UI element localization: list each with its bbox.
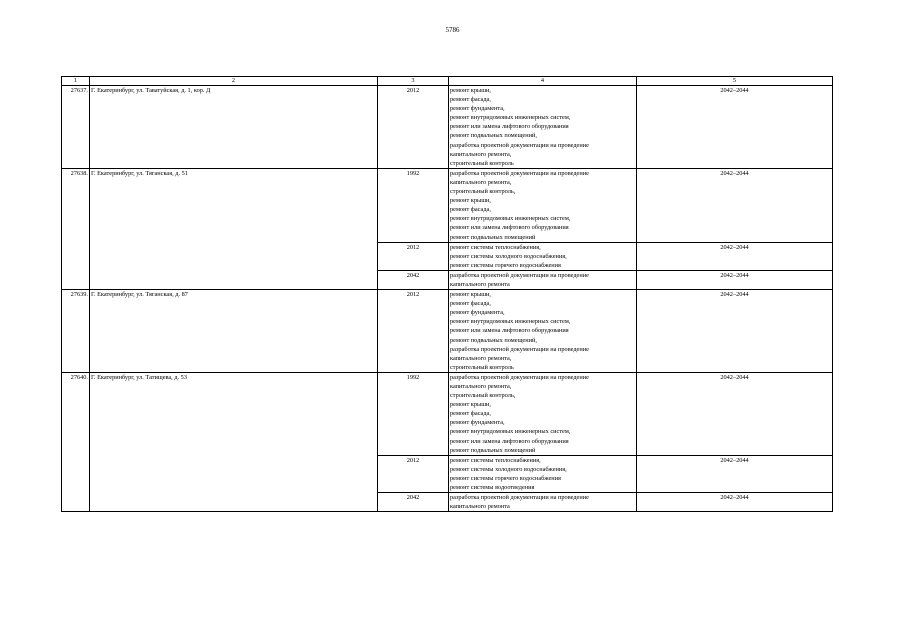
work-item: ремонт внутридомовых инженерных систем,: [450, 114, 571, 122]
work-item: разработка проектной документации на проведение: [450, 373, 589, 381]
year-cell: 2012: [378, 455, 449, 492]
column-number-cell: 5: [637, 77, 833, 86]
period-cell: 2042–2044: [637, 270, 833, 289]
works-cell: [449, 290, 637, 373]
period-cell: 2042–2044: [637, 168, 833, 242]
year-cell: 2012: [378, 86, 449, 169]
works-cell: [449, 86, 637, 169]
period-cell: 2042–2044: [637, 290, 833, 373]
entry-number-cell: 27639.: [62, 290, 90, 373]
address-cell: Г. Екатеринбург, ул. Татищева, д. 53: [90, 372, 378, 511]
work-item: ремонт системы водоотведения: [450, 484, 535, 492]
column-number-row: [62, 77, 833, 86]
works-cell: [449, 493, 637, 512]
work-item: разработка проектной документации на проведение: [450, 271, 589, 279]
work-item: ремонт системы горячего водоснабжения: [450, 261, 561, 269]
table-row: [62, 290, 833, 373]
year-cell: 2012: [378, 290, 449, 373]
works-cell: [449, 372, 637, 455]
work-item: ремонт крыши,: [450, 87, 492, 94]
entry-number-cell: 27638.: [62, 168, 90, 289]
work-item: капитального ремонта: [450, 280, 510, 288]
year-cell: 2042: [378, 270, 449, 289]
period-cell: 2042–2044: [637, 86, 833, 169]
column-number-cell: 3: [378, 77, 449, 86]
column-number-cell: 1: [62, 77, 90, 86]
work-item: ремонт или замена лифтового оборудования: [450, 123, 569, 131]
work-item: строительный контроль: [450, 159, 514, 167]
period-cell: 2042–2044: [637, 372, 833, 455]
address-cell: Г. Екатеринбург, ул. Таватуйская, д. 1, кор. Д: [90, 86, 378, 169]
work-item: ремонт подвальных помещений,: [450, 336, 537, 344]
work-item: капитального ремонта,: [450, 150, 512, 158]
works-cell: [449, 455, 637, 492]
work-item: ремонт внутридомовых инженерных систем,: [450, 318, 571, 326]
year-cell: 1992: [378, 168, 449, 242]
work-item: ремонт фасада,: [450, 300, 491, 308]
repair-schedule-table: [61, 76, 833, 512]
work-item: разработка проектной документации на проведение: [450, 345, 589, 353]
work-item: ремонт подвальных помещений,: [450, 132, 537, 140]
work-item: капитального ремонта,: [450, 354, 512, 362]
work-item: ремонт системы холодного водоснабжения,: [450, 465, 567, 473]
work-item: ремонт системы горячего водоснабжения: [450, 474, 561, 482]
work-item: ремонт или замена лифтового оборудования: [450, 224, 569, 232]
work-item: ремонт крыши,: [450, 401, 492, 409]
year-cell: 2042: [378, 493, 449, 512]
work-item: ремонт крыши,: [450, 291, 492, 299]
page-number: 5786: [445, 26, 460, 34]
table-row: [62, 372, 833, 455]
work-item: ремонт подвальных помещений: [450, 446, 536, 454]
period-cell: 2042–2044: [637, 242, 833, 270]
work-item: ремонт внутридомовых инженерных систем,: [450, 428, 571, 436]
work-item: ремонт или замена лифтового оборудования: [450, 437, 569, 445]
work-item: капитального ремонта: [450, 503, 510, 511]
work-item: строительный контроль: [450, 363, 514, 371]
year-cell: 1992: [378, 372, 449, 455]
work-item: капитального ремонта,: [450, 178, 512, 186]
work-item: ремонт фасада,: [450, 96, 491, 104]
column-number-cell: 4: [449, 77, 637, 86]
work-item: разработка проектной документации на проведение: [450, 494, 589, 502]
work-item: капитального ремонта,: [450, 383, 512, 390]
works-cell: [449, 270, 637, 289]
work-item: разработка проектной документации на проведение: [450, 141, 589, 149]
address-cell: Г. Екатеринбург, ул. Тяганская, д. 87: [90, 290, 378, 373]
work-item: ремонт фасада,: [450, 206, 491, 214]
address-cell: Г. Екатеринбург, ул. Тяганская, д. 51: [90, 168, 378, 289]
work-item: строительный контроль,: [450, 188, 516, 196]
work-item: ремонт внутридомовых инженерных систем,: [450, 215, 571, 223]
entry-number-cell: 27637.: [62, 86, 90, 169]
column-number-cell: 2: [90, 77, 378, 86]
table-row: [62, 168, 833, 242]
work-item: ремонт подвальных помещений: [450, 233, 536, 241]
work-item: ремонт системы теплоснабжения,: [450, 243, 541, 251]
period-cell: 2042–2044: [637, 493, 833, 512]
work-item: ремонт системы теплоснабжения,: [450, 456, 541, 464]
year-cell: 2012: [378, 242, 449, 270]
work-item: ремонт фундамента,: [450, 419, 505, 427]
entry-number-cell: 27640.: [62, 372, 90, 511]
work-item: строительный контроль,: [450, 392, 516, 400]
work-item: ремонт крыши,: [450, 197, 492, 205]
period-cell: 2042–2044: [637, 455, 833, 492]
work-item: ремонт или замена лифтового оборудования: [450, 327, 569, 335]
works-cell: [449, 242, 637, 270]
work-item: ремонт системы холодного водоснабжения,: [450, 252, 567, 260]
work-item: ремонт фундамента,: [450, 105, 505, 113]
works-cell: [449, 168, 637, 242]
work-item: разработка проектной документации на проведение: [450, 169, 589, 177]
work-item: ремонт фасада,: [450, 410, 491, 418]
table-row: [62, 86, 833, 169]
work-item: ремонт фундамента,: [450, 309, 505, 317]
